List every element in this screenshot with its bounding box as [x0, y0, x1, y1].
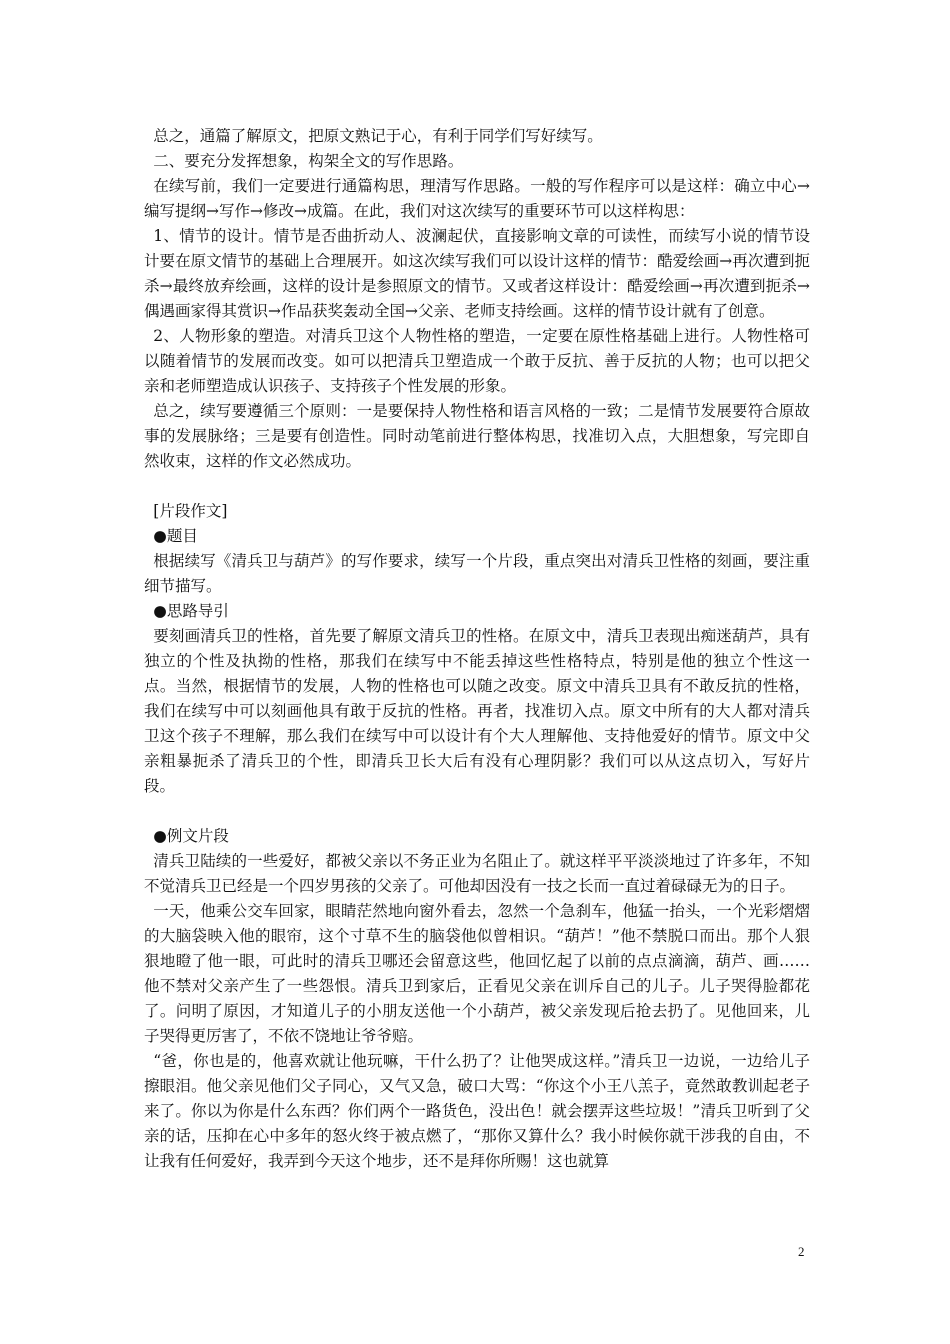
example-paragraph-1: 清兵卫陆续的一些爱好，都被父亲以不务正业为名阻止了。就这样平平淡淡地过了许多年，不知不觉清兵卫已经是一个四岁男孩的父亲了。可他却因没有一技之长而一直过着碌碌无为的日子。: [144, 852, 810, 895]
topic-heading: ●题目: [153, 527, 198, 545]
paragraph-planning: 在续写前，我们一定要进行通篇构思，理清写作思路。一般的写作程序可以是这样：确立中心→编写提纲→写作→修改→成篇。在此，我们对这次续写的重要环节可以这样构思：: [144, 177, 810, 220]
paragraph-character-shaping: 2、人物形象的塑造。对清兵卫这个人物性格的塑造，一定要在原性格基础上进行。人物性格可以随着情节的发展而改变。如可以把清兵卫塑造成一个敢于反抗、善于反抗的人物；也可以把父亲和老师塑造成认识孩子、支持孩子个性发展的形象。: [144, 327, 810, 395]
paragraph-summary-1: 总之，通篇了解原文，把原文熟记于心，有利于同学们写好续写。: [153, 127, 603, 145]
paragraph-gap: [144, 474, 810, 499]
topic-text: 根据续写《清兵卫与葫芦》的写作要求，续写一个片段，重点突出对清兵卫性格的刻画，要注重细节描写。: [144, 552, 810, 595]
paragraph-section-heading-2: 二、要充分发挥想象，构架全文的写作思路。: [153, 152, 464, 170]
guide-text: 要刻画清兵卫的性格，首先要了解原文清兵卫的性格。在原文中，清兵卫表现出痴迷葫芦，具有独立的个性及执拗的性格，那我们在续写中不能丢掉这些性格特点，特别是他的独立个性这一点。当然，根据情节的发展，人物的性格也可以随之改变。原文中清兵卫具有不敢反抗的性格，我们在续写中可以刻画他具有敢于反抗的性格。再者，找准切入点。原文中所有的大人都对清兵卫这个孩子不理解，那么我们在续写中可以设计有个大人理解他、支持他爱好的情节。原文中父亲粗暴扼杀了清兵卫的个性，即清兵卫长大后有没有心理阴影？我们可以从这点切入，写好片段。: [144, 627, 810, 795]
paragraph-gap: [144, 799, 810, 824]
fragment-writing-heading: [片段作文]: [153, 502, 228, 520]
paragraph-summary-2: 总之，续写要遵循三个原则：一是要保持人物性格和语言风格的一致；二是情节发展要符合原故事的发展脉络；三是要有创造性。同时动笔前进行整体构思，找准切入点，大胆想象，写完即自然收束，这样的作文必然成功。: [144, 402, 810, 470]
document-body: [144, 124, 810, 1174]
example-heading: ●例文片段: [153, 827, 229, 845]
page-number: 2: [798, 1244, 805, 1259]
paragraph-plot-design: 1、情节的设计。情节是否曲折动人、波澜起伏，直接影响文章的可读性，而续写小说的情节设计要在原文情节的基础上合理展开。如这次续写我们可以设计这样的情节：酷爱绘画→再次遭到扼杀→最终放弃绘画，这样的设计是参照原文的情节。又或者这样设计：酷爱绘画→再次遭到扼杀→偶遇画家得其赏识→作品获奖轰动全国→父亲、老师支持绘画。这样的情节设计就有了创意。: [144, 227, 810, 320]
guide-heading: ●思路导引: [153, 602, 229, 620]
example-paragraph-3: “爸，你也是的，他喜欢就让他玩嘛，干什么扔了？让他哭成这样。”清兵卫一边说，一边给儿子擦眼泪。他父亲见他们父子同心，又气又急，破口大骂：“你这个小王八羔子，竟然敢教训起老子来了。你以为你是什么东西？你们两个一路货色，没出色！就会摆弄这些垃圾！”清兵卫听到了父亲的话，压抑在心中多年的怒火终于被点燃了，“那你又算什么？我小时候你就干涉我的自由，不让我有任何爱好，我弄到今天这个地步，还不是拜你所赐！这也就算: [144, 1052, 810, 1170]
example-paragraph-2: 一天，他乘公交车回家，眼睛茫然地向窗外看去，忽然一个急刹车，他猛一抬头，一个光彩熠熠的大脑袋映入他的眼帘，这个寸草不生的脑袋他似曾相识。“葫芦！”他不禁脱口而出。那个人狠狠地瞪了他一眼，可此时的清兵卫哪还会留意这些，他回忆起了以前的点点滴滴，葫芦、画……他不禁对父亲产生了一些怨恨。清兵卫到家后，正看见父亲在训斥自己的儿子。儿子哭得脸都花了。问明了原因，才知道儿子的小朋友送他一个小葫芦，被父亲发现后抢去扔了。见他回来，儿子哭得更厉害了，不依不饶地让爷爷赔。: [144, 902, 810, 1045]
